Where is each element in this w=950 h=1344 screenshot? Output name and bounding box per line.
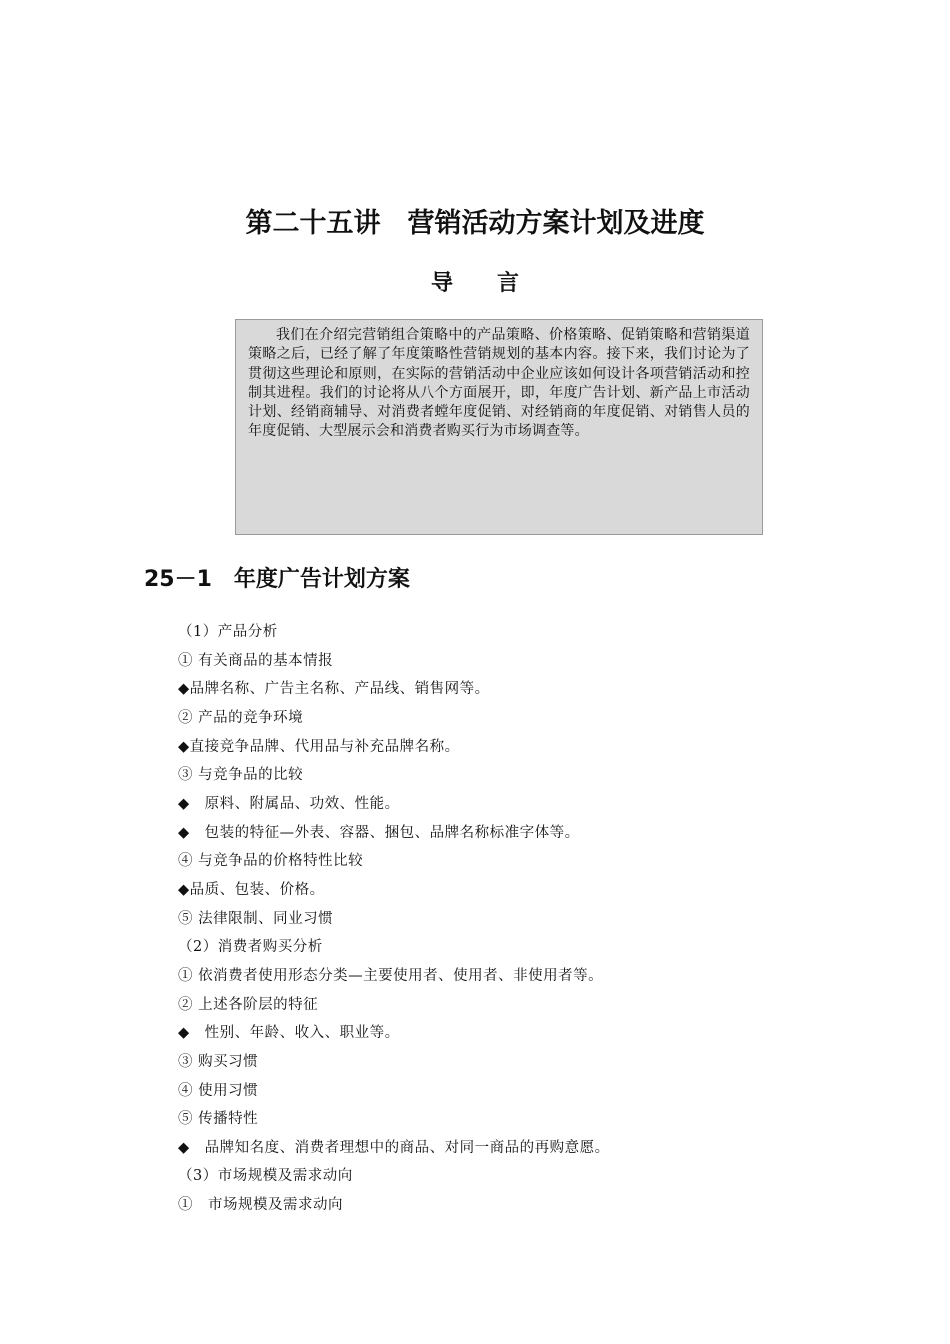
outline-item: ③ 购买习惯 bbox=[178, 1053, 259, 1070]
outline-item: ◆ 原料、附属品、功效、性能。 bbox=[178, 795, 400, 812]
section-title: 25－1 年度广告计划方案 bbox=[144, 567, 410, 592]
outline-item: ⑤ 法律限制、同业习惯 bbox=[178, 910, 334, 927]
outline-item: ◆ 性别、年龄、收入、职业等。 bbox=[178, 1025, 400, 1042]
intro-text: 我们在介绍完营销组合策略中的产品策略、价格策略、促销策略和营销渠道策略之后，已经了解了年度策略性营销规划的基本内容。接下来，我们讨论为了贯彻这些理论和原则，在实际的营销活动中企业应该如何设计各项营销活动和控制其进程。我们的讨论将从八个方面展开，即，年度广告计划、新产品上市活动计划、经销商辅导、对消费者螳年度促销、对经销商的年度促销、对销售人员的年度促销、大型展示会和消费者购买行为市场调查等。 bbox=[248, 327, 750, 440]
page-title: 第二十五讲 营销活动方案计划及进度 bbox=[245, 208, 705, 239]
outline-item: ◆品质、包装、价格。 bbox=[178, 881, 325, 898]
outline-item: ① 依消费者使用形态分类—主要使用者、使用者、非使用者等。 bbox=[178, 967, 604, 984]
outline-item: ④ 使用习惯 bbox=[178, 1082, 259, 1099]
intro-box bbox=[235, 319, 763, 535]
outline-item: ① 市场规模及需求动向 bbox=[178, 1197, 343, 1214]
outline-item: ◆品牌名称、广告主名称、产品线、销售网等。 bbox=[178, 681, 490, 698]
outline-item: ◆ 品牌知名度、消费者理想中的商品、对同一商品的再购意愿。 bbox=[178, 1139, 610, 1156]
intro-heading: 导 言 bbox=[430, 271, 519, 296]
outline-item: ◆直接竞争品牌、代用品与补充品牌名称。 bbox=[178, 738, 460, 755]
outline-item: ③ 与竞争品的比较 bbox=[178, 767, 304, 784]
outline-item: ② 产品的竞争环境 bbox=[178, 709, 304, 726]
outline-item: ② 上述各阶层的特征 bbox=[178, 996, 319, 1013]
outline-item: （1）产品分析 bbox=[178, 624, 278, 640]
outline-list bbox=[178, 618, 878, 1220]
outline-item: ◆ 包装的特征—外表、容器、捆包、品牌名称标准字体等。 bbox=[178, 824, 580, 841]
outline-item: ⑤ 传播特性 bbox=[178, 1111, 259, 1128]
outline-item: ④ 与竞争品的价格特性比较 bbox=[178, 853, 364, 870]
outline-item: （3）市场规模及需求动向 bbox=[178, 1168, 353, 1185]
outline-item: （2）消费者购买分析 bbox=[178, 939, 323, 956]
outline-item: ① 有关商品的基本情报 bbox=[178, 652, 334, 669]
